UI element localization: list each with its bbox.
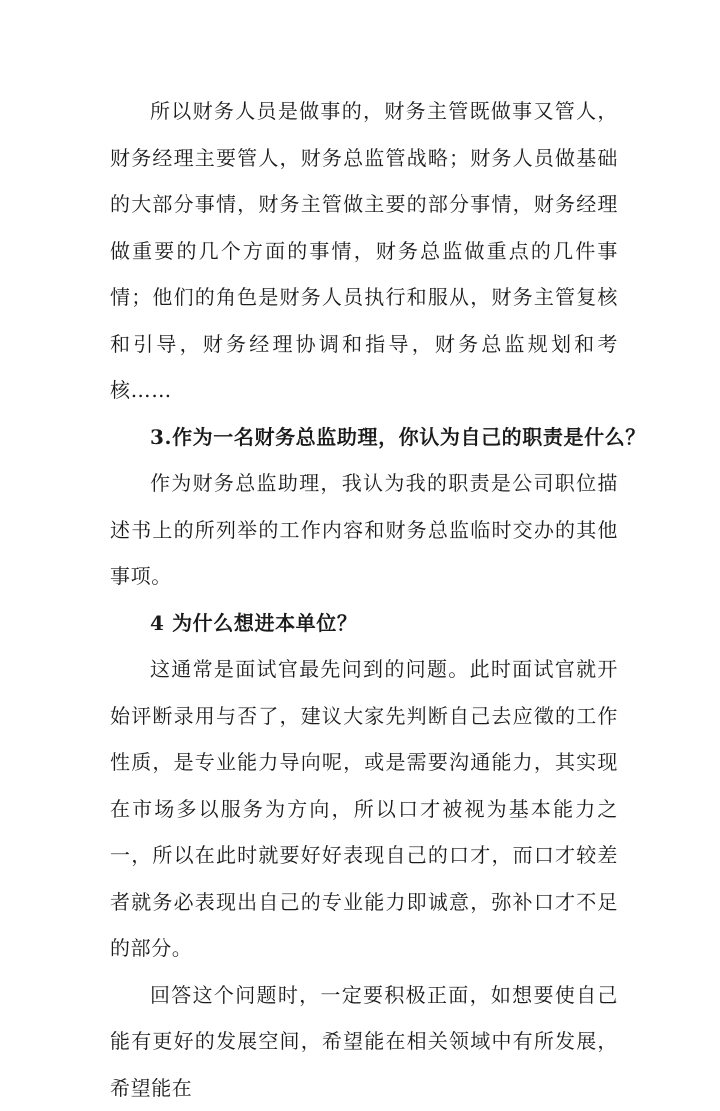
- paragraph-financial-roles: 所以财务人员是做事的，财务主管既做事又管人，财务经理主要管人，财务总监管战略；财务人员做基础的大部分事情，财务主管做主要的部分事情，财务经理做重要的几个方面的事情，财务总监做重点的几件事情；他们的角色是财务人员执行和服从，财务主管复核和引导，财务经理协调和指导，财务总监规划和考核……: [110, 88, 618, 414]
- paragraph-assistant-duties: 作为财务总监助理，我认为我的职责是公司职位描述书上的所列举的工作内容和财务总监临时交办的其他事项。: [110, 460, 618, 600]
- question-heading-4: 4 为什么想进本单位？: [110, 600, 618, 647]
- document-body: [110, 88, 618, 1111]
- question-heading-3: 3.作为一名财务总监助理，你认为自己的职责是什么？: [110, 414, 618, 461]
- paragraph-why-join-advice: 这通常是面试官最先问到的问题。此时面试官就开始评断录用与否了，建议大家先判断自己去应徵的工作性质，是专业能力导向呢，或是需要沟通能力，其实现在市场多以服务为方向，所以口才被视为基本能力之一，所以在此时就要好好表现自己的口才，而口才较差者就务必表现出自己的专业能力即诚意，弥补口才不足的部分。: [110, 646, 618, 972]
- paragraph-answer-positively: 回答这个问题时，一定要积极正面，如想要使自己能有更好的发展空间，希望能在相关领域中有所发展，希望能在: [110, 972, 618, 1111]
